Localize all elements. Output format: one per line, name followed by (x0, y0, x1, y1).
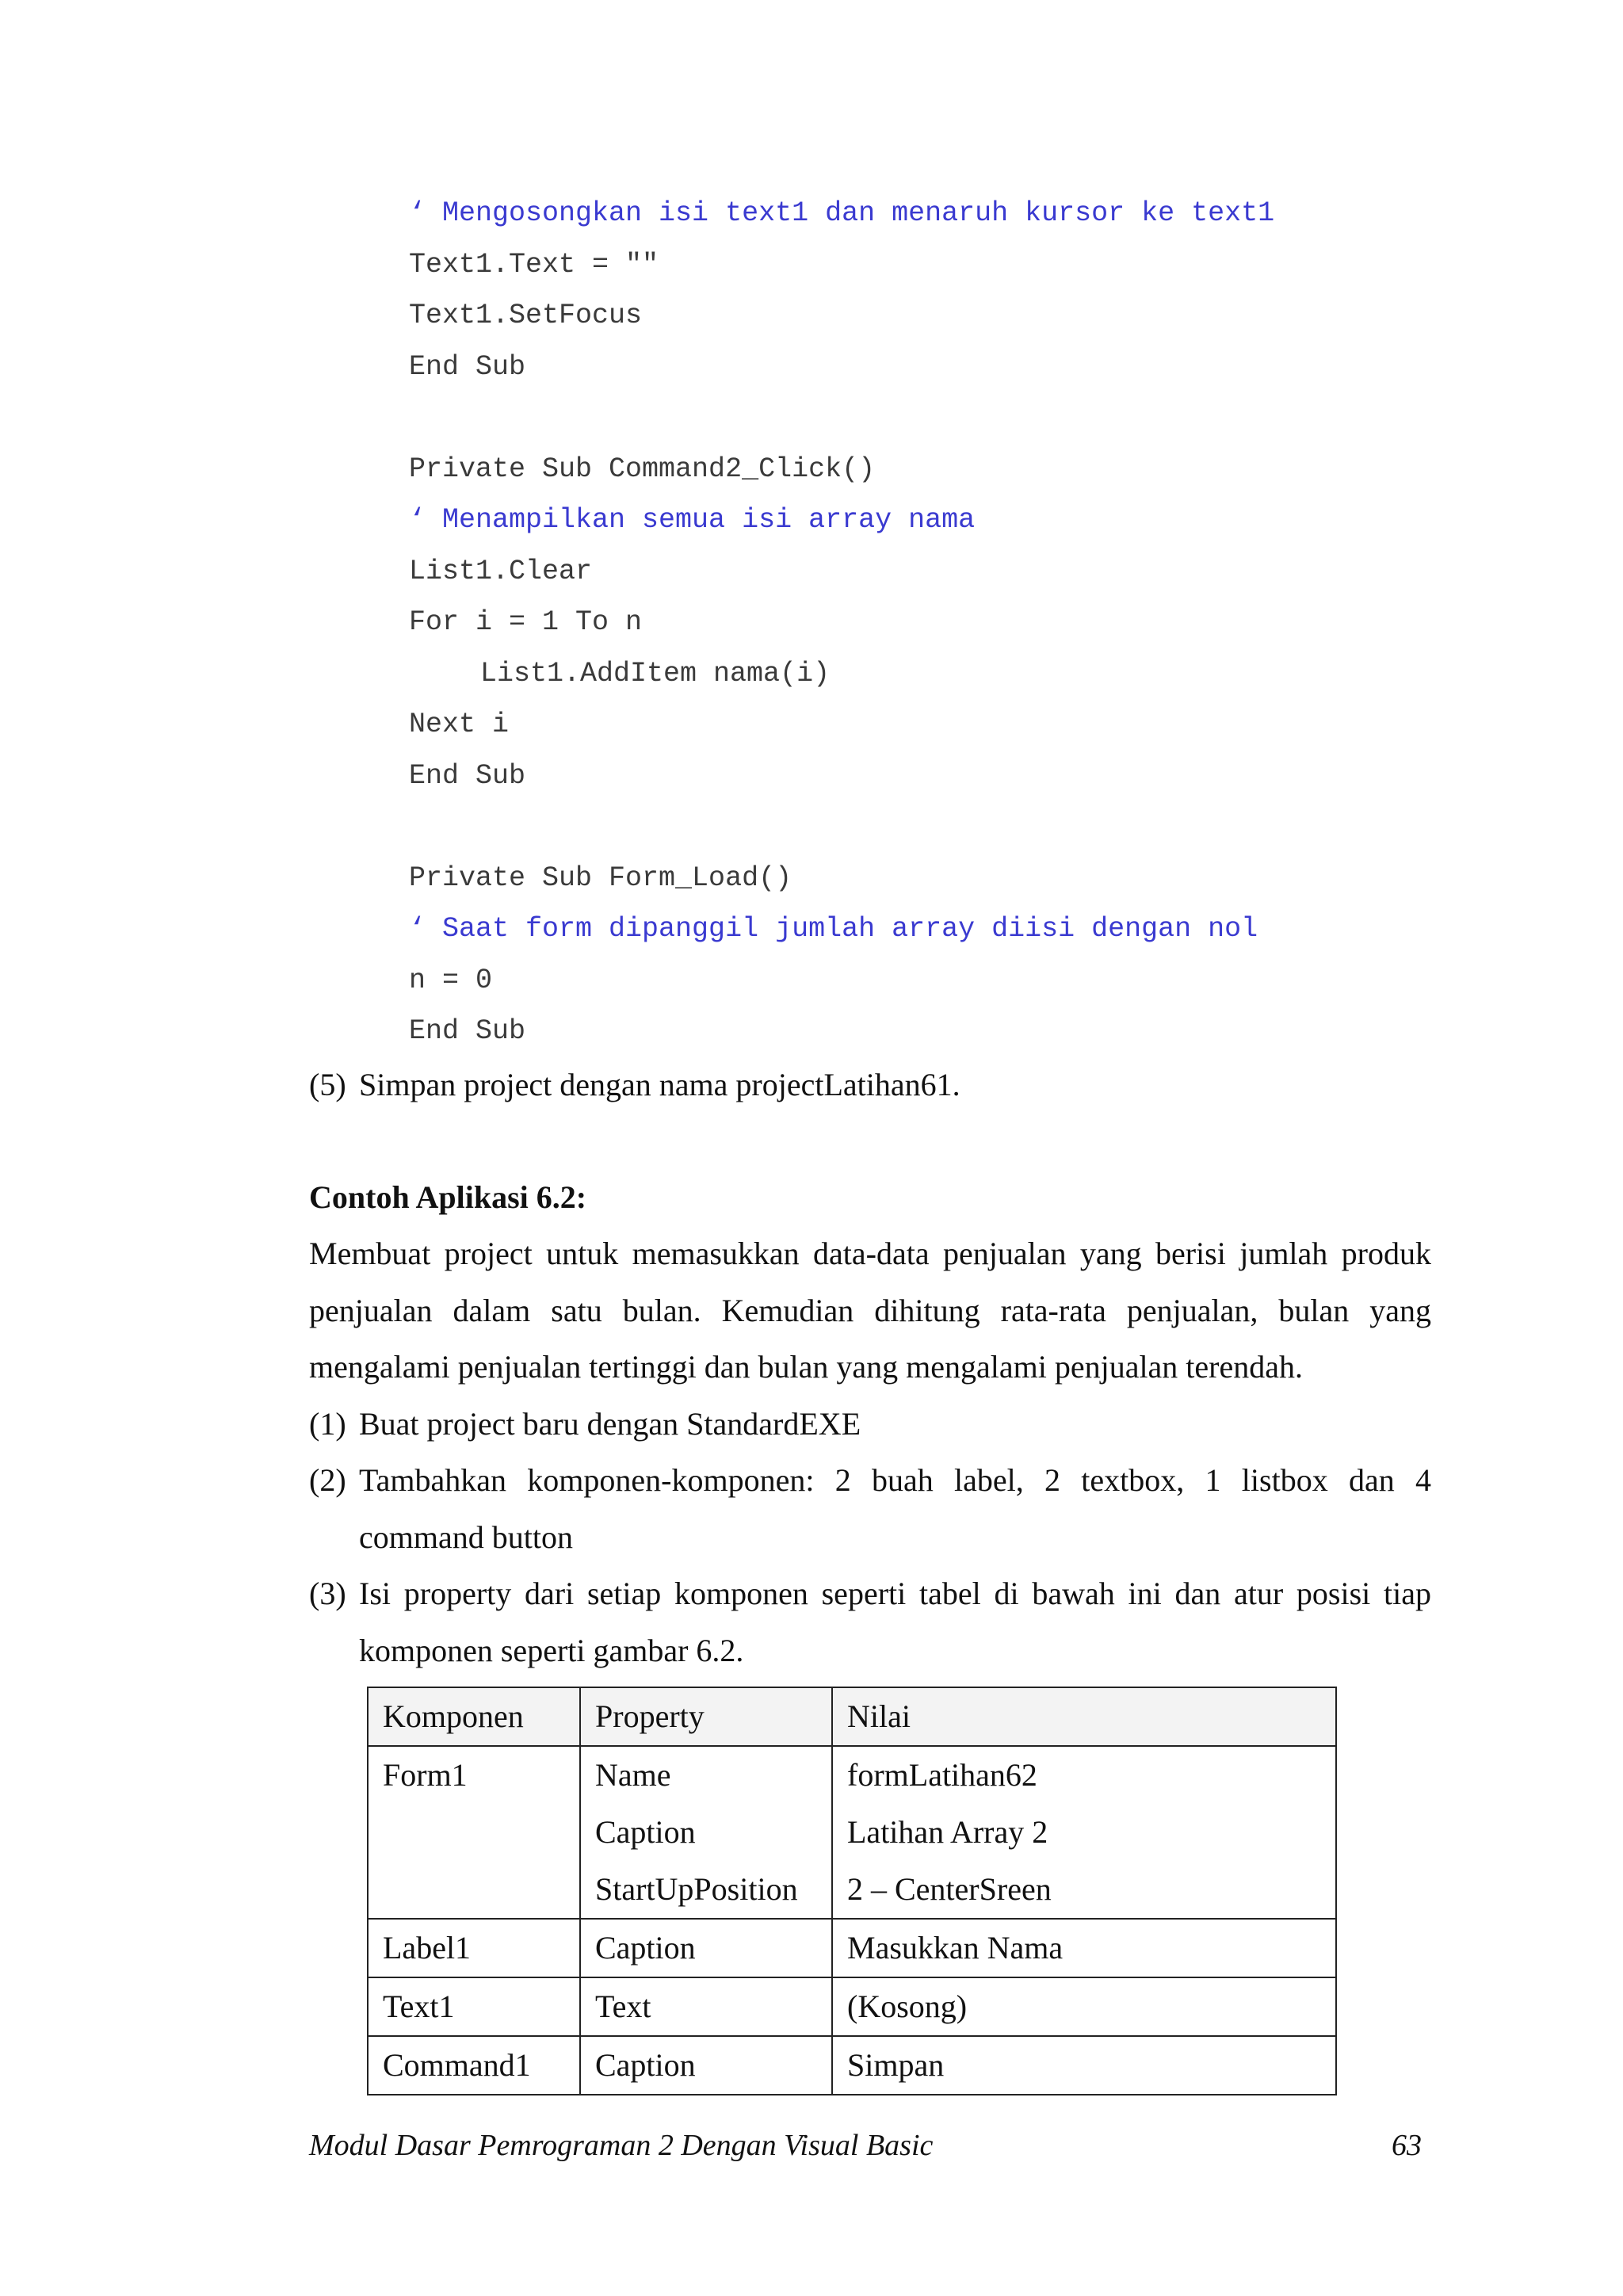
table-row (368, 1977, 1336, 2036)
code-comment-line: ‘ Saat form dipanggil jumlah array diisi dengan nol (409, 913, 1258, 945)
step-text: Isi property dari setiap komponen seperti tabel di bawah ini dan atur posisi tiap (359, 1576, 1431, 1611)
property-name: Caption (595, 1814, 696, 1850)
step-number: (2) (309, 1462, 346, 1498)
step-text: command button (359, 1519, 573, 1555)
code-line: Private Sub Form_Load() (409, 862, 792, 894)
table-cell-property (580, 1746, 832, 1919)
table-cell-nilai: Simpan (832, 2036, 1336, 2095)
table-cell-nilai (832, 1746, 1336, 1919)
code-line: For i = 1 To n (409, 606, 643, 638)
property-table (367, 1687, 1337, 2095)
code-line: List1.AddItem nama(i) (480, 658, 831, 690)
step-number: (5) (309, 1067, 346, 1102)
table-header-cell: Property (580, 1687, 832, 1746)
code-line: Text1.SetFocus (409, 300, 643, 331)
table-header-cell: Komponen (368, 1687, 580, 1746)
property-value: Latihan Array 2 (847, 1814, 1048, 1850)
code-line: Text1.Text = "" (409, 249, 659, 281)
intro-line: mengalami penjualan tertinggi dan bulan yang mengalami penjualan terendah. (309, 1349, 1304, 1385)
property-name: Name (595, 1757, 671, 1793)
table-cell-komponen: Label1 (368, 1919, 580, 1977)
step-text: Tambahkan komponen-komponen: 2 buah label, 2 textbox, 1 listbox dan 4 (359, 1462, 1431, 1498)
table-cell-komponen: Text1 (368, 1977, 580, 2036)
step-text: komponen seperti gambar 6.2. (359, 1633, 744, 1668)
table-header-cell: Nilai (832, 1687, 1336, 1746)
step-number: (1) (309, 1406, 346, 1442)
code-line: Private Sub Command2_Click() (409, 453, 876, 485)
step-number: (3) (309, 1576, 346, 1611)
section-heading: Contoh Aplikasi 6.2: (309, 1179, 587, 1215)
table-header-row (368, 1687, 1336, 1746)
table-cell-komponen: Form1 (368, 1746, 580, 1919)
table-cell-property: Caption (580, 1919, 832, 1977)
code-line: n = 0 (409, 965, 493, 996)
code-line: End Sub (409, 760, 526, 792)
property-name: StartUpPosition (595, 1871, 798, 1907)
code-comment-line: ‘ Mengosongkan isi text1 dan menaruh kursor ke text1 (409, 197, 1275, 229)
table-row (368, 1746, 1336, 1919)
step-text: Buat project baru dengan StandardEXE (359, 1406, 861, 1442)
code-line: End Sub (409, 351, 526, 383)
property-value: 2 – CenterSreen (847, 1871, 1052, 1907)
code-line: Next i (409, 709, 510, 740)
table-row (368, 2036, 1336, 2095)
table-cell-property: Caption (580, 2036, 832, 2095)
code-comment-line: ‘ Menampilkan semua isi array nama (409, 504, 976, 536)
page-number: 63 (1392, 2129, 1422, 2162)
intro-line: penjualan dalam satu bulan. Kemudian dihitung rata-rata penjualan, bulan yang (309, 1293, 1431, 1328)
step-text: Simpan project dengan nama projectLatihan61. (359, 1067, 960, 1102)
code-line: End Sub (409, 1015, 526, 1047)
table-cell-nilai: Masukkan Nama (832, 1919, 1336, 1977)
footer-title: Modul Dasar Pemrograman 2 Dengan Visual Basic (309, 2129, 934, 2162)
table-cell-property: Text (580, 1977, 832, 2036)
table-cell-nilai: (Kosong) (832, 1977, 1336, 2036)
property-value: formLatihan62 (847, 1757, 1037, 1793)
table-cell-komponen: Command1 (368, 2036, 580, 2095)
intro-line: Membuat project untuk memasukkan data-data penjualan yang berisi jumlah produk (309, 1236, 1431, 1271)
table-row (368, 1919, 1336, 1977)
code-line: List1.Clear (409, 556, 593, 587)
